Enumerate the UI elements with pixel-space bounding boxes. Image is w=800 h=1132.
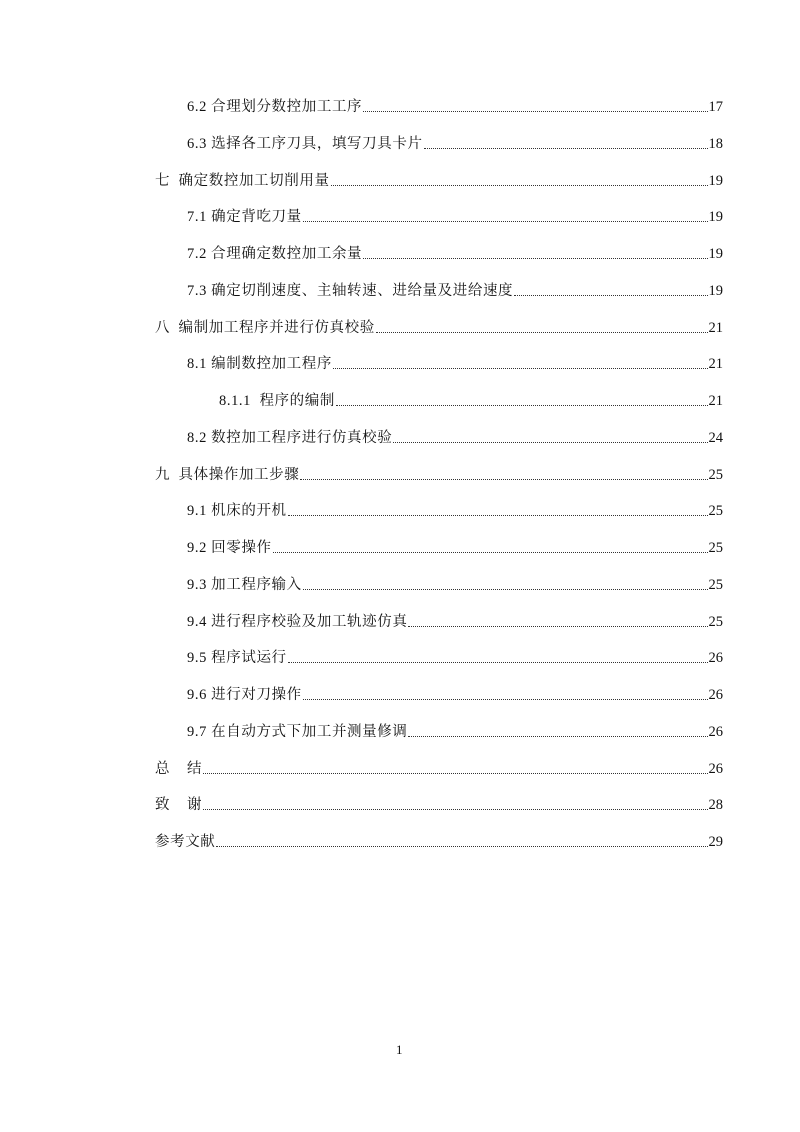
dot-leader — [203, 773, 707, 774]
toc-entry-title: 9.7 在自动方式下加工并测量修调 — [187, 723, 408, 740]
toc-entry[interactable] — [187, 243, 723, 265]
toc-entry-page: 17 — [708, 99, 723, 115]
dot-leader — [363, 111, 707, 112]
toc-entry[interactable] — [187, 133, 723, 155]
toc-entry[interactable] — [155, 170, 723, 192]
toc-entry-title: 八 编制加工程序并进行仿真校验 — [155, 319, 375, 336]
toc-entry[interactable] — [187, 427, 723, 449]
toc-entry-page: 28 — [708, 797, 723, 814]
dot-leader — [288, 662, 708, 663]
toc-entry-page: 25 — [708, 613, 723, 630]
toc-entry-title: 七 确定数控加工切削用量 — [155, 172, 330, 189]
toc-entry[interactable] — [187, 721, 723, 743]
toc-entry[interactable] — [187, 611, 723, 633]
toc-entry-page: 19 — [708, 172, 723, 189]
dot-leader — [408, 736, 707, 737]
dot-leader — [376, 332, 708, 333]
toc-entry-page: 24 — [708, 429, 723, 446]
toc-entry[interactable] — [187, 280, 723, 302]
toc-entry[interactable] — [187, 684, 723, 706]
toc-entry-page: 26 — [708, 650, 723, 667]
dot-leader — [393, 442, 707, 443]
toc-entry-page: 21 — [708, 356, 723, 373]
dot-leader — [363, 258, 707, 259]
dot-leader — [333, 368, 708, 369]
toc-entry[interactable] — [155, 794, 723, 816]
toc-entry[interactable] — [187, 96, 723, 118]
dot-leader — [514, 295, 707, 296]
toc-entry-title: 参考文献 — [155, 834, 216, 850]
toc-entry[interactable] — [187, 574, 723, 596]
dot-leader — [424, 148, 708, 149]
toc-entry-page: 26 — [708, 687, 723, 703]
toc-entry[interactable] — [187, 353, 723, 375]
toc-entry[interactable] — [187, 500, 723, 522]
page-number: 1 — [396, 1042, 403, 1057]
dot-leader — [303, 589, 708, 590]
toc-entry-title: 8.2 数控加工程序进行仿真校验 — [187, 429, 393, 446]
toc-entry-page: 25 — [708, 466, 723, 483]
toc-entry-title: 致 谢 — [155, 797, 203, 814]
toc-entry-title: 九 具体操作加工步骤 — [155, 466, 300, 483]
toc-entry-title: 总 结 — [155, 760, 203, 777]
toc-entry-title: 8.1.1 程序的编制 — [219, 393, 335, 409]
dot-leader — [331, 185, 708, 186]
toc-entry-page: 19 — [708, 246, 723, 262]
toc-entry-page: 19 — [708, 209, 723, 226]
dot-leader — [273, 552, 708, 553]
toc-entry-title: 9.1 机床的开机 — [187, 503, 287, 520]
toc-entry-title: 9.4 进行程序校验及加工轨迹仿真 — [187, 613, 408, 630]
toc-entry-title: 7.1 确定背吃刀量 — [187, 209, 302, 226]
dot-leader — [336, 405, 708, 406]
toc-entry-page: 25 — [708, 503, 723, 520]
toc-entry[interactable] — [155, 317, 723, 339]
toc-entry-title: 6.2 合理划分数控加工工序 — [187, 99, 363, 115]
toc-entry-page: 18 — [708, 135, 723, 152]
toc-entry-title: 9.5 程序试运行 — [187, 650, 287, 667]
toc-entry-page: 25 — [708, 540, 723, 556]
dot-leader — [303, 221, 708, 222]
dot-leader — [216, 846, 707, 847]
dot-leader — [288, 515, 708, 516]
dot-leader — [300, 479, 707, 480]
toc-entry-title: 8.1 编制数控加工程序 — [187, 356, 332, 373]
toc-entry-page: 21 — [708, 393, 723, 409]
toc-entry-title: 7.2 合理确定数控加工余量 — [187, 246, 363, 262]
toc-entry-title: 9.6 进行对刀操作 — [187, 687, 302, 703]
toc-entry-title: 9.2 回零操作 — [187, 540, 272, 556]
toc-entry[interactable] — [187, 537, 723, 559]
toc-entry-page: 29 — [708, 834, 723, 850]
toc-entry[interactable] — [155, 831, 723, 853]
toc-entry[interactable] — [187, 206, 723, 228]
toc-entry[interactable] — [187, 647, 723, 669]
dot-leader — [203, 809, 707, 810]
dot-leader — [408, 626, 707, 627]
toc-entry-page: 21 — [708, 319, 723, 336]
toc-entry-title: 6.3 选择各工序刀具，填写刀具卡片 — [187, 135, 423, 152]
toc-entry-page: 26 — [708, 760, 723, 777]
toc-entry-page: 19 — [708, 282, 723, 299]
toc-entry-page: 25 — [708, 576, 723, 593]
toc-entry[interactable] — [155, 464, 723, 486]
toc-entry[interactable] — [155, 758, 723, 780]
toc-entry-title: 7.3 确定切削速度、主轴转速、进给量及进给速度 — [187, 282, 514, 299]
dot-leader — [303, 699, 708, 700]
toc-entry[interactable] — [219, 390, 723, 412]
toc-entry-page: 26 — [708, 723, 723, 740]
toc-entry-title: 9.3 加工程序输入 — [187, 576, 302, 593]
